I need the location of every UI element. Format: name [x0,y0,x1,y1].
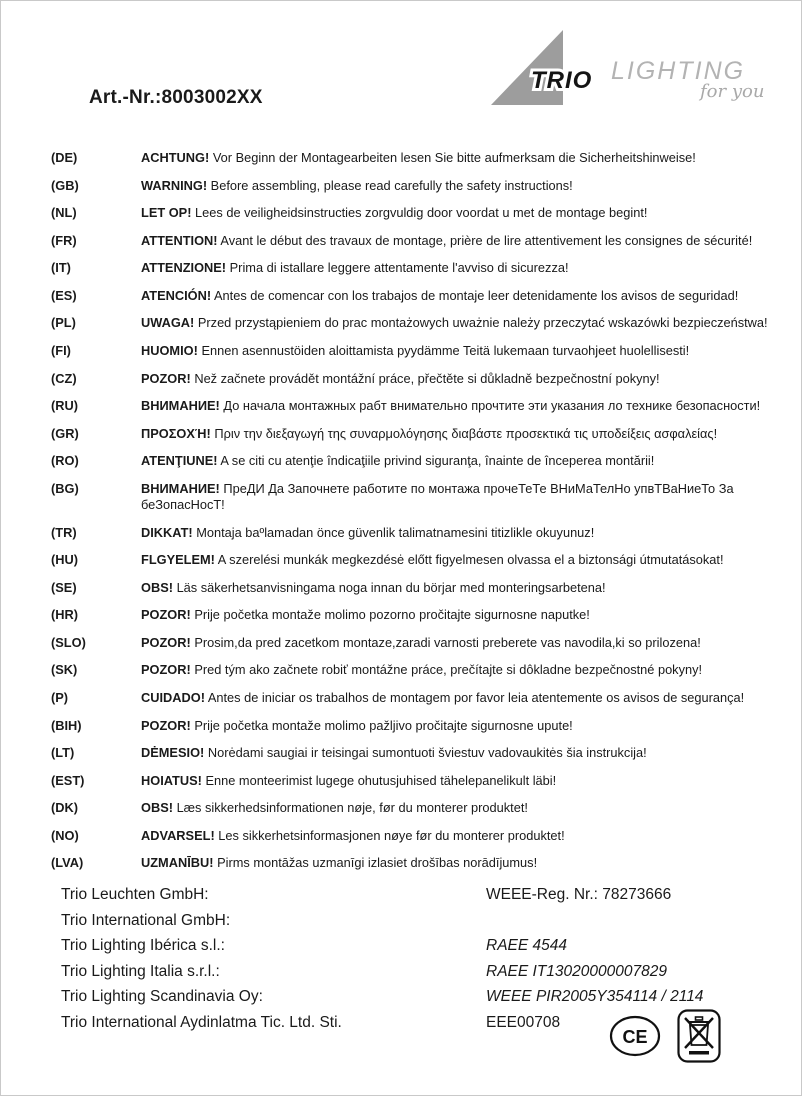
warning-row [51,426,787,442]
language-code: (SE) [51,579,77,595]
warning-row [51,233,787,249]
warning-message [141,662,702,678]
language-code: (NL) [51,205,77,221]
language-code: (GB) [51,177,79,193]
warning-text: A szerelési munkák megkezdésė előtt figyelmesen olvassa el a biztonsági útmutatásokat! [217,552,724,568]
footer-row [61,933,771,959]
warning-row [51,800,787,816]
language-code: (RO) [51,453,79,469]
registration-number: EEE00708 [486,1013,561,1031]
warning-message [141,481,787,513]
company-name: Trio International Aydinlatma Tic. Ltd. Sti. [61,1013,342,1031]
warning-message [141,288,738,304]
warning-text: Πριν την διεξαγωγή της συναρμολόγησης διαβάστε προσεκτικά τις υποδείξεις ασφαλείας! [214,425,718,441]
warning-text: Les sikkerhetsinformasjonen nøye før du monterer produktet! [218,827,565,843]
language-code: (RU) [51,398,79,414]
language-code: (DE) [51,150,78,165]
warning-text: Avant le début des travaux de montage, prière de lire attentivement les consignes de sécurité! [220,232,753,248]
warning-text: Prima di istallare leggere attentamente l'avviso di sicurezza! [229,260,569,276]
warning-row [51,481,787,513]
warning-keyword: ATENCIÓN! [141,287,212,303]
warning-keyword: HOIATUS! [141,772,202,788]
language-code: (P) [51,689,69,705]
warning-keyword: ATTENTION! [141,232,218,248]
language-code: (SK) [51,662,78,678]
registration-number: RAEE IT13020000007829 [486,962,667,980]
warning-keyword: CUIDADO! [141,689,205,705]
warning-row [51,855,787,871]
warning-keyword: ATTENZIONE! [141,260,227,276]
warning-row [51,745,787,761]
language-code: (HU) [51,552,79,568]
footer-row [61,908,771,934]
warning-row [51,178,787,194]
ce-mark-label: CE [622,1027,648,1047]
warning-row [51,525,787,541]
warning-text: Lees de veiligheidsinstructies zorgvuldig door voordat u met de montage begint! [195,205,648,221]
warning-text: Antes de comencar con los trabajos de montaje leer detenidamente los avisos de seguridad! [214,287,739,303]
warning-row [51,828,787,844]
warning-keyword: WARNING! [141,177,208,193]
warning-row [51,773,787,789]
warning-row [51,371,787,387]
warning-row [51,453,787,469]
warning-keyword: FLGYELEM! [141,552,215,568]
warning-keyword: LET OP! [141,205,192,221]
language-code: (NO) [51,827,79,843]
footer-row [61,959,771,985]
lighting-text: LIGHTING [611,57,746,85]
language-code: (FI) [51,343,71,359]
warning-row [51,635,787,651]
warnings-list [51,150,787,883]
warning-text: Montaja baºlamadan önce güvenlik talimatnamesini titizlikle okuyunuz! [196,524,595,540]
warning-message [141,233,752,249]
warning-keyword: DIKKAT! [141,524,193,540]
warning-row [51,315,787,331]
company-name: Trio Lighting Ibérica s.l.: [61,937,225,954]
warning-text: Než začnete provádět montážní práce, přečtěte si důkladně bezpečnostní pokyny! [194,370,660,386]
warning-message [141,828,565,844]
language-code: (BG) [51,480,79,496]
company-name: Trio Lighting Scandinavia Oy: [61,988,263,1005]
warning-keyword: UWAGA! [141,315,195,331]
warning-text: Læs sikkerhedsinformationen nøje, før du monterer produktet! [176,800,528,816]
warning-row [51,398,787,414]
warning-keyword: ΠΡΟΣΟΧΉ! [141,425,211,441]
language-code: (DK) [51,800,79,816]
warning-row [51,150,787,166]
company-name: Trio International GmbH: [61,911,231,929]
language-code: (EST) [51,772,85,788]
warning-message [141,718,573,734]
warning-keyword: ВНИМАНИЕ! [141,398,220,414]
warning-row [51,718,787,734]
warning-message [141,178,573,194]
warning-keyword: HUOMIO! [141,343,198,359]
warning-keyword: ВНИМАНИЕ! [141,480,220,496]
warning-text: Antes de iniciar os trabalhos de montagem por favor leia atentemente os avisos de segurança! [207,689,745,705]
warning-text: До начала монтажных рабт внимательно прочтите эти указания ло технике безопасности! [223,398,761,414]
registration-number: RAEE 4544 [486,937,567,954]
warning-message [141,315,768,331]
warning-row [51,580,787,596]
language-code: (GR) [51,425,79,441]
warning-message [141,205,647,221]
trio-lighting-logo [487,27,777,109]
warning-text: Prije početka montaže molimo pozorno pročitajte sigurnosne naputke! [194,607,590,623]
language-code: (CZ) [51,370,77,386]
warning-text: A se citi cu atenţie îndicaţiile privind siguranţa, înainte de începerea montării! [220,453,655,469]
for-you-tagline: for you [700,81,765,102]
language-code: (FR) [51,232,77,248]
warning-text: Vor Beginn der Montagearbeiten lesen Sie bitte aufmerksam die Sicherheitshinweise! [212,150,696,165]
warning-keyword: POZOR! [141,607,191,623]
warning-text: Prije početka montaže molimo pažljivo pročitajte sigurnosne upute! [194,717,573,733]
warning-row [51,607,787,623]
weee-crossed-bin-icon [677,1009,721,1063]
warning-message [141,426,717,442]
warning-message [141,745,647,761]
warning-message [141,607,590,623]
footer-row [61,984,771,1010]
warning-row [51,288,787,304]
warning-text: Pred tým ako začnete robiť montážne práce, prečítajte si dôkladne bezpečnostné pokyny! [194,662,703,678]
warning-message [141,635,701,651]
warning-row [51,690,787,706]
registration-number: WEEE-Reg. Nr.: 78273666 [486,886,672,903]
warning-keyword: ADVARSEL! [141,827,215,843]
warning-keyword: OBS! [141,579,173,595]
trio-brand-text: TRIO [531,67,593,94]
warning-text: Before assembling, please read carefully the safety instructions! [210,177,573,193]
warning-message [141,453,654,469]
warning-row [51,343,787,359]
warning-keyword: ACHTUNG! [141,150,210,165]
warning-keyword: POZOR! [141,370,191,386]
warning-message [141,343,689,359]
warning-keyword: ATENŢIUNE! [141,453,218,469]
warning-row [51,552,787,568]
warning-text: Pirms montāžas uzmanīgi izlasiet drošības norādījumus! [217,855,538,871]
warning-message [141,580,606,596]
warning-message [141,773,556,789]
warning-message [141,150,696,166]
language-code: (BIH) [51,717,82,733]
warning-keyword: OBS! [141,800,173,816]
warning-keyword: UZMANĪBU! [141,855,214,871]
warning-keyword: DĖMESIO! [141,745,205,761]
language-code: (ES) [51,287,77,303]
warning-text: Prosim,da pred zacetkom montaze,zaradi varnosti preberete vas navodila,ki so prilozena! [194,634,701,650]
company-name: Trio Leuchten GmbH: [61,886,209,903]
ce-mark-icon [609,1015,661,1057]
warning-row [51,260,787,276]
warning-text: Przed przystąpieniem do prac montażowych uważnie należy przeczytać wskazówki bezpieczeństwa! [197,315,768,331]
article-number: Art.-Nr.:8003002XX [89,87,263,108]
language-code: (TR) [51,524,77,540]
warning-row [51,662,787,678]
warning-message [141,552,724,568]
language-code: (LT) [51,745,75,761]
warning-message [141,525,594,541]
warning-keyword: POZOR! [141,717,191,733]
warning-keyword: POZOR! [141,662,191,678]
warning-message [141,398,760,414]
language-code: (LVA) [51,855,84,871]
warning-keyword: POZOR! [141,634,191,650]
company-name: Trio Lighting Italia s.r.l.: [61,962,220,980]
warning-text: Ennen asennustöiden aloittamista pyydämme Teitä lukemaan turvaohjeet huolellisesti! [201,343,690,359]
footer-row [61,882,771,908]
language-code: (PL) [51,315,76,331]
warning-message [141,690,744,706]
warning-message [141,260,569,276]
warning-text: Norėdami saugiai ir teisingai sumontuoti šviestuv vadovaukitės šia instrukcija! [207,745,647,761]
language-code: (HR) [51,607,79,623]
registration-number: WEEE PIR2005Y354114 / 2114 [486,988,704,1005]
warning-message [141,800,528,816]
certification-icons [609,1009,721,1063]
warning-text: Enne monteerimist lugege ohutusjuhised tähelepanelikult läbi! [205,772,557,788]
language-code: (SLO) [51,634,86,650]
warning-text: ПреДИ Да Започнете работите по монтажа прочеТеТе ВНиМаТелНо упвТВаНиеТо За беЗопасНосТ! [141,480,734,512]
language-code: (IT) [51,260,71,276]
warning-text: Läs säkerhetsanvisningama noga innan du börjar med monteringsarbetena! [176,579,606,595]
warning-message [141,855,537,871]
warning-row [51,205,787,221]
warning-message [141,371,660,387]
